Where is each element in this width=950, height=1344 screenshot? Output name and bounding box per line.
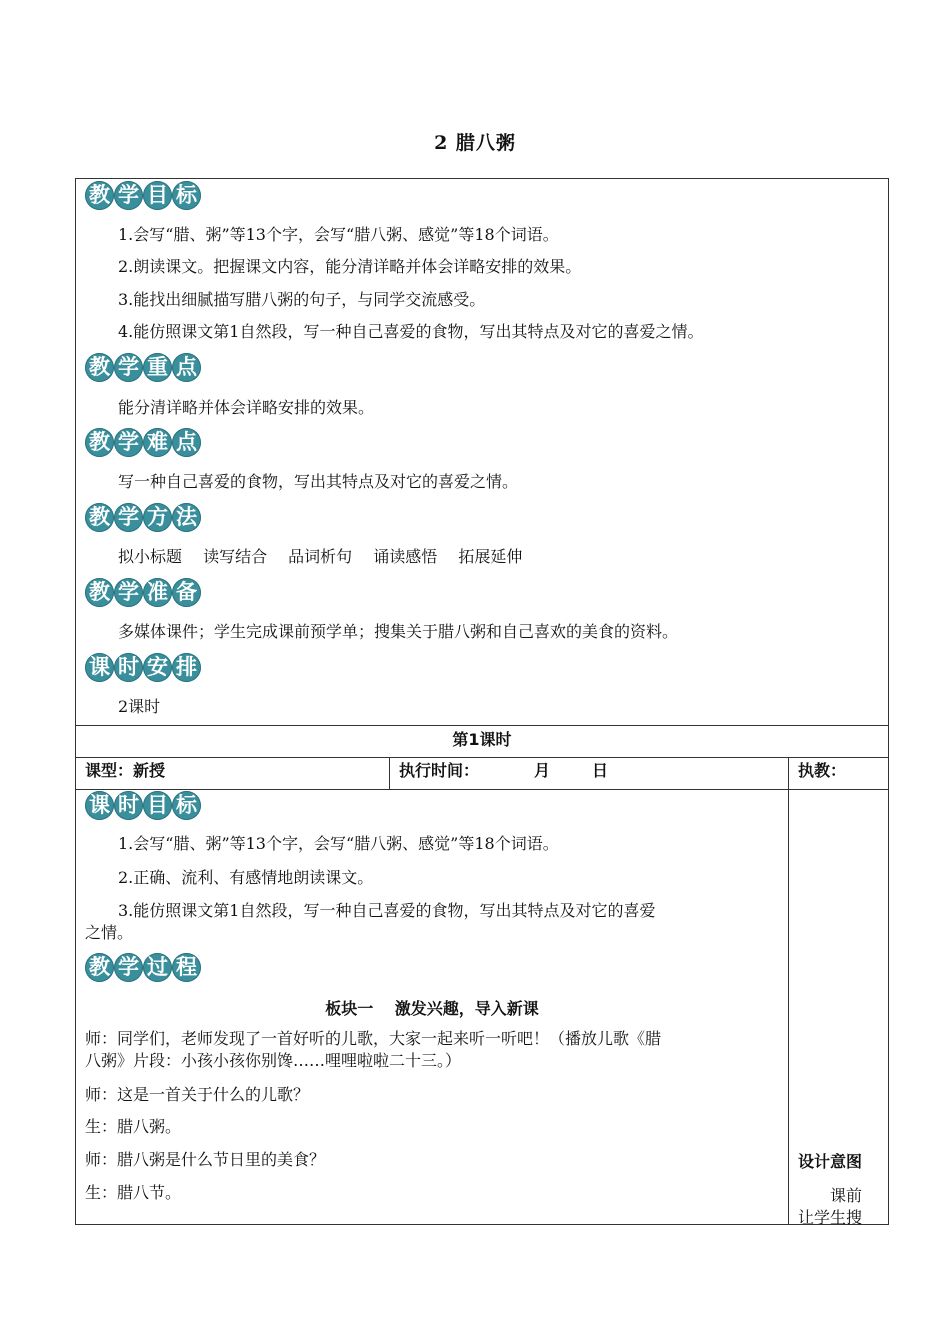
header-char: 学: [114, 428, 143, 457]
design-intent-line: 课前: [830, 1186, 863, 1205]
header-char: 程: [172, 953, 201, 982]
dialog-line: 生：腊八粥。: [85, 1117, 182, 1136]
header-char: 学: [114, 578, 143, 607]
dialog-line: 师：腊八粥是什么节日里的美食？: [85, 1150, 326, 1169]
header-char: 教: [85, 578, 114, 607]
month-label: 月: [534, 761, 551, 780]
header-char: 备: [172, 578, 201, 607]
page-title: 2 腊八粥: [434, 132, 516, 154]
lesson-goal-item: 2.正确、流利、有感情地朗读课文。: [118, 868, 374, 887]
header-char: 教: [85, 428, 114, 457]
divider: [788, 789, 789, 1224]
goal-item: 1.会写“腊、粥”等13个字，会写“腊八粥、感觉”等18个词语。: [118, 225, 559, 244]
header-char: 学: [114, 503, 143, 532]
key-text: 能分清详略并体会详略安排的效果。: [118, 398, 375, 417]
header-char: 学: [114, 353, 143, 382]
header-char: 学: [114, 953, 143, 982]
lesson-goal-item: 1.会写“腊、粥”等13个字，会写“腊八粥、感觉”等18个词语。: [118, 834, 559, 853]
header-char: 难: [143, 428, 172, 457]
design-intent-line: 让学生搜: [798, 1208, 863, 1227]
dialog-line: 八粥》片段：小孩小孩你别馋……哩哩啦啦二十三。）: [85, 1051, 462, 1070]
dialog-line: 师：同学们，老师发现了一首好听的儿歌，大家一起来听一听吧！（播放儿歌《腊: [85, 1029, 662, 1048]
lesson-info-row: [75, 757, 889, 790]
header-char: 方: [143, 503, 172, 532]
lesson-detail-box: [75, 789, 889, 1225]
lesson-title-row: [75, 725, 889, 758]
header-char: 过: [143, 953, 172, 982]
lesson-title: 第1课时: [452, 730, 512, 749]
header-char: 点: [172, 428, 201, 457]
block-title: 板块一 激发兴趣，导入新课: [325, 999, 539, 1018]
divider: [788, 757, 789, 789]
header-char: 教: [85, 353, 114, 382]
prep-text: 多媒体课件；学生完成课前预学单；搜集关于腊八粥和自己喜欢的美食的资料。: [118, 622, 679, 641]
header-char: 点: [172, 353, 201, 382]
goal-item: 4.能仿照课文第1自然段，写一种自己喜爱的食物，写出其特点及对它的喜爱之情。: [118, 322, 704, 341]
lesson-goal-item: 3.能仿照课文第1自然段，写一种自己喜爱的食物，写出其特点及对它的喜爱: [118, 901, 656, 920]
header-char: 时: [114, 653, 143, 682]
header-char: 准: [143, 578, 172, 607]
design-intent-title: 设计意图: [798, 1152, 863, 1171]
header-char: 排: [172, 653, 201, 682]
header-char: 标: [172, 791, 201, 820]
header-char: 目: [143, 181, 172, 210]
difficulty-header: [85, 428, 201, 460]
key-header: [85, 353, 201, 385]
header-char: 课: [85, 791, 114, 820]
teacher-label: 执教：: [798, 761, 847, 780]
header-char: 标: [172, 181, 201, 210]
lesson-goals-header: [85, 791, 201, 823]
schedule-text: 2课时: [118, 697, 161, 716]
time-label: 执行时间：: [399, 761, 480, 780]
dialog-line: 师：这是一首关于什么的儿歌？: [85, 1085, 310, 1104]
method-text: 拟小标题 读写结合 品词析句 诵读感悟 拓展延伸: [118, 547, 523, 566]
goal-item: 3.能找出细腻描写腊八粥的句子，与同学交流感受。: [118, 290, 486, 309]
header-char: 课: [85, 653, 114, 682]
prep-header: [85, 578, 201, 610]
process-header: [85, 953, 201, 985]
goals-header: [85, 181, 201, 213]
header-char: 学: [114, 181, 143, 210]
header-char: 目: [143, 791, 172, 820]
day-label: 日: [592, 761, 609, 780]
header-char: 教: [85, 503, 114, 532]
header-char: 法: [172, 503, 201, 532]
lesson-goal-item: 之情。: [85, 923, 134, 942]
header-char: 时: [114, 791, 143, 820]
lesson-overview-box: [75, 178, 889, 726]
dialog-line: 生：腊八节。: [85, 1183, 182, 1202]
schedule-header: [85, 653, 201, 685]
header-char: 教: [85, 953, 114, 982]
header-char: 重: [143, 353, 172, 382]
method-header: [85, 503, 201, 535]
lesson-type: 课型：新授: [85, 761, 166, 780]
divider: [389, 757, 390, 789]
header-char: 教: [85, 181, 114, 210]
difficulty-text: 写一种自己喜爱的食物，写出其特点及对它的喜爱之情。: [118, 472, 519, 491]
header-char: 安: [143, 653, 172, 682]
goal-item: 2.朗读课文。把握课文内容，能分清详略并体会详略安排的效果。: [118, 257, 582, 276]
